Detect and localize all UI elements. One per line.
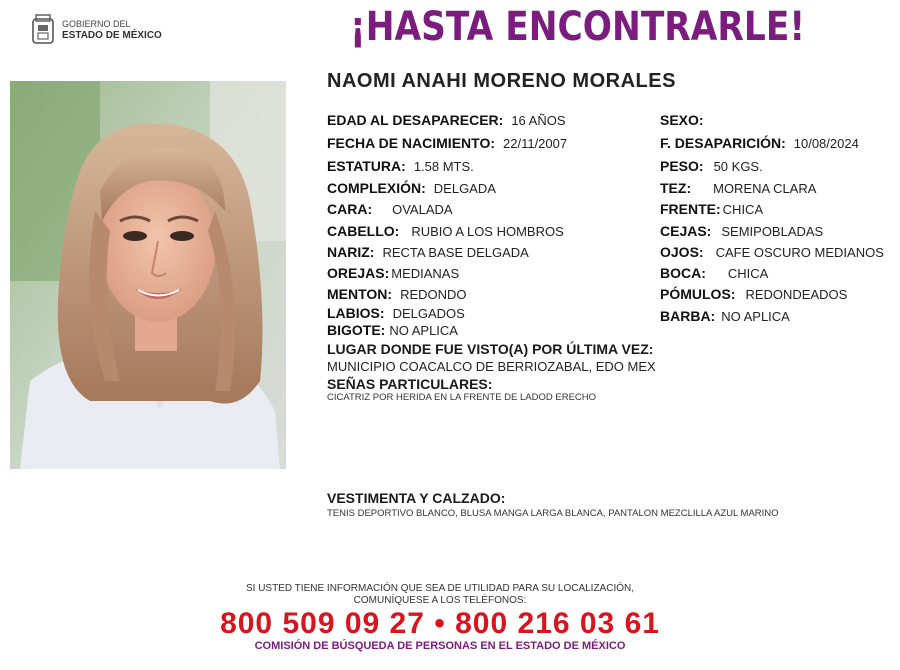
field-complexion xyxy=(327,180,496,196)
field-label: COMPLEXIÓN: xyxy=(327,180,426,196)
field-value: DELGADA xyxy=(433,181,496,196)
field-value: DELGADOS xyxy=(392,306,465,321)
clothing-value: TENIS DEPORTIVO BLANCO, BLUSA MANGA LARGA BLANCA, PANTALON MEZCLILLA AZUL MARINO xyxy=(327,508,779,519)
field-value: RUBIO A LOS HOMBROS xyxy=(411,224,564,239)
field-label: TEZ: xyxy=(660,180,692,196)
field-boca xyxy=(660,265,768,281)
clothing-label: VESTIMENTA Y CALZADO: xyxy=(327,490,506,506)
logo-line-1: GOBIERNO DEL xyxy=(62,19,131,29)
commission-name: COMISIÓN DE BÚSQUEDA DE PERSONAS EN EL ESTADO DE MÉXICO xyxy=(254,640,626,652)
field-fecha-nacimiento xyxy=(327,135,567,151)
field-value: NO APLICA xyxy=(389,323,458,338)
person-name: NAOMI ANAHI MORENO MORALES xyxy=(327,70,676,92)
field-label: PÓMULOS: xyxy=(660,286,736,302)
field-bigote xyxy=(327,322,458,338)
marks-value: CICATRIZ POR HERIDA EN LA FRENTE DE LADOD ERECHO xyxy=(327,392,597,403)
logo-text xyxy=(62,19,162,41)
field-value: RECTA BASE DELGADA xyxy=(382,245,529,260)
field-value: 10/08/2024 xyxy=(793,136,859,151)
field-estatura xyxy=(327,158,474,174)
field-peso xyxy=(660,158,763,174)
field-value: 1.58 MTS. xyxy=(413,159,474,174)
field-value: CAFE OSCURO MEDIANOS xyxy=(715,245,884,260)
field-label: ESTATURA: xyxy=(327,158,406,174)
logo-line-2: ESTADO DE MÉXICO xyxy=(62,30,162,41)
headline: ¡HASTA ENCONTRARLE! xyxy=(350,4,806,50)
last-seen-label: LUGAR DONDE FUE VISTO(A) POR ÚLTIMA VEZ: xyxy=(327,341,654,357)
field-orejas xyxy=(327,265,459,281)
field-f-desaparicion xyxy=(660,135,859,151)
field-value: NO APLICA xyxy=(721,309,790,324)
field-value: CHICA xyxy=(722,202,764,217)
field-ojos xyxy=(660,244,884,260)
field-tez xyxy=(660,180,816,196)
field-value: 22/11/2007 xyxy=(503,136,568,151)
field-label: EDAD AL DESAPARECER: xyxy=(327,112,504,128)
field-label: F. DESAPARICIÓN: xyxy=(660,135,786,151)
state-seal-icon xyxy=(30,13,56,47)
info-line-1: SI USTED TIENE INFORMACIÓN QUE SEA DE UTILIDAD PARA SU LOCALIZACIÓN, xyxy=(245,583,635,594)
marks-label: SEÑAS PARTICULARES: xyxy=(327,376,493,392)
field-cara xyxy=(327,201,453,217)
field-label: CABELLO: xyxy=(327,223,400,239)
field-pomulos xyxy=(660,286,847,302)
field-sexo xyxy=(660,112,712,128)
field-label: PESO: xyxy=(660,158,704,174)
field-value: MEDIANAS xyxy=(391,266,460,281)
field-edad xyxy=(327,112,566,128)
field-value: OVALADA xyxy=(392,202,453,217)
field-value: REDONDEADOS xyxy=(745,287,848,302)
field-barba xyxy=(660,308,790,324)
field-label: BIGOTE: xyxy=(327,322,386,338)
field-value: CHICA xyxy=(727,266,769,281)
field-frente xyxy=(660,201,763,217)
field-label: CEJAS: xyxy=(660,223,712,239)
field-nariz xyxy=(327,244,529,260)
field-value: REDONDO xyxy=(400,287,467,302)
field-label: NARIZ: xyxy=(327,244,375,260)
field-value: 50 KGS. xyxy=(713,159,763,174)
last-seen-value: MUNICIPIO COACALCO DE BERRIOZABAL, EDO MEX xyxy=(327,359,656,374)
field-label: FECHA DE NACIMIENTO: xyxy=(327,135,495,151)
field-labios xyxy=(327,305,465,321)
info-line-2: COMUNÍQUESE A LOS TELÉFONOS: xyxy=(353,595,527,606)
field-menton xyxy=(327,286,467,302)
person-photo xyxy=(10,81,286,469)
field-label: BOCA: xyxy=(660,265,706,281)
field-label: LABIOS: xyxy=(327,305,385,321)
field-value: 16 AÑOS xyxy=(511,113,566,128)
government-logo xyxy=(30,12,162,48)
field-label: SEXO: xyxy=(660,112,704,128)
field-label: MENTON: xyxy=(327,286,393,302)
phone-numbers: 800 509 09 27 • 800 216 03 61 xyxy=(220,607,660,640)
field-cejas xyxy=(660,223,823,239)
field-value: MORENA CLARA xyxy=(713,181,817,196)
field-value: SEMIPOBLADAS xyxy=(721,224,824,239)
field-label: BARBA: xyxy=(660,308,716,324)
field-label: OJOS: xyxy=(660,244,704,260)
field-cabello xyxy=(327,223,564,239)
field-label: OREJAS: xyxy=(327,265,390,281)
field-label: CARA: xyxy=(327,201,373,217)
field-label: FRENTE: xyxy=(660,201,721,217)
